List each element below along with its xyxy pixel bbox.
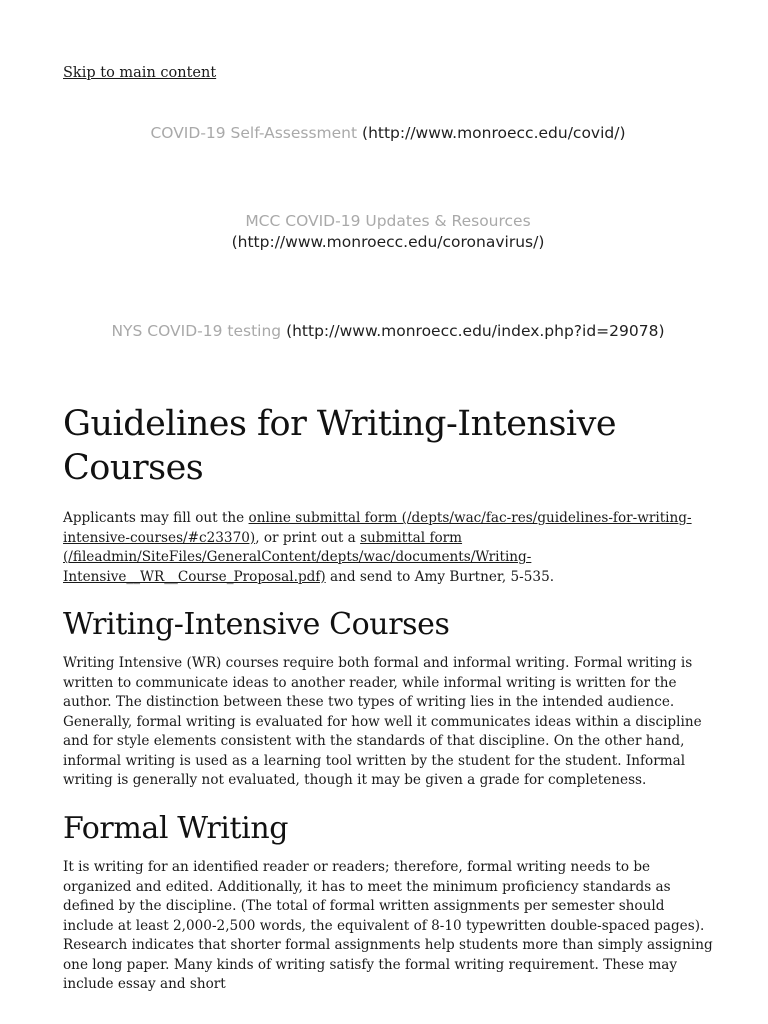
intro-paragraph	[63, 509, 713, 587]
intro-suffix: and send to Amy Burtner, 5-535.	[325, 568, 555, 585]
covid-updates-link[interactable]: MCC COVID-19 Updates & Resources	[245, 212, 531, 230]
nys-covid-testing-alert	[63, 321, 713, 342]
nys-covid-testing-link[interactable]: NYS COVID-19 testing	[111, 322, 282, 340]
nys-covid-testing-url: (http://www.monroecc.edu/index.php?id=29078)	[286, 322, 665, 340]
section-body-writing-intensive-courses: Writing Intensive (WR) courses require both formal and informal writing. Formal writing is written to communicate ideas to another reader, while informal writing is written for the author. The distinction between these two types of writing lies in the intended audience. Generally, formal writing is evaluated for how well it communicates ideas within a discipline and for style elements consistent with the standards of that discipline. On the other hand, informal writing is used as a learning tool written by the student for the student. Informal writing is generally not evaluated, though it may be given a grade for completeness.	[63, 655, 702, 788]
covid-self-assessment-url: (http://www.monroecc.edu/covid/)	[362, 124, 626, 142]
covid-self-assessment-link[interactable]: COVID-19 Self-Assessment	[150, 124, 358, 142]
print-submittal-form-link[interactable]: submittal form (/fileadmin/SiteFiles/GeneralContent/depts/wac/documents/Writing-Intensive__WR__Course_Proposal.pdf)	[63, 529, 532, 585]
covid-self-assessment-alert	[63, 123, 713, 144]
intro-middle: , or print out a	[255, 529, 361, 546]
page-title: Guidelines for Writing-Intensive Courses	[63, 404, 617, 488]
section-body-formal-writing: It is writing for an identified reader or readers; therefore, formal writing needs to be organized and edited. Additionally, it has to meet the minimum proficiency standards as defined by the discipline. (The total of formal written assignments per semester should include at least 2,000-2,500 words, the equivalent of 8-10 typewritten double-spaced pages). Research indicates that shorter formal assignments help students more than simply assigning one long paper. Many kinds of writing satisfy the formal writing requirement. These may include essay and short	[63, 859, 713, 992]
skip-to-main-content-link[interactable]: Skip to main content	[63, 65, 217, 81]
covid-updates-url: (http://www.monroecc.edu/coronavirus/)	[231, 233, 545, 251]
section-heading-formal-writing: Formal Writing	[63, 811, 289, 846]
covid-updates-alert	[63, 211, 713, 253]
section-heading-writing-intensive-courses: Writing-Intensive Courses	[63, 607, 450, 642]
intro-prefix: Applicants may fill out the	[63, 510, 249, 526]
online-submittal-form-link[interactable]: online submittal form (/depts/wac/fac-res/guidelines-for-writing-intensive-courses/#c23370)	[63, 510, 692, 546]
